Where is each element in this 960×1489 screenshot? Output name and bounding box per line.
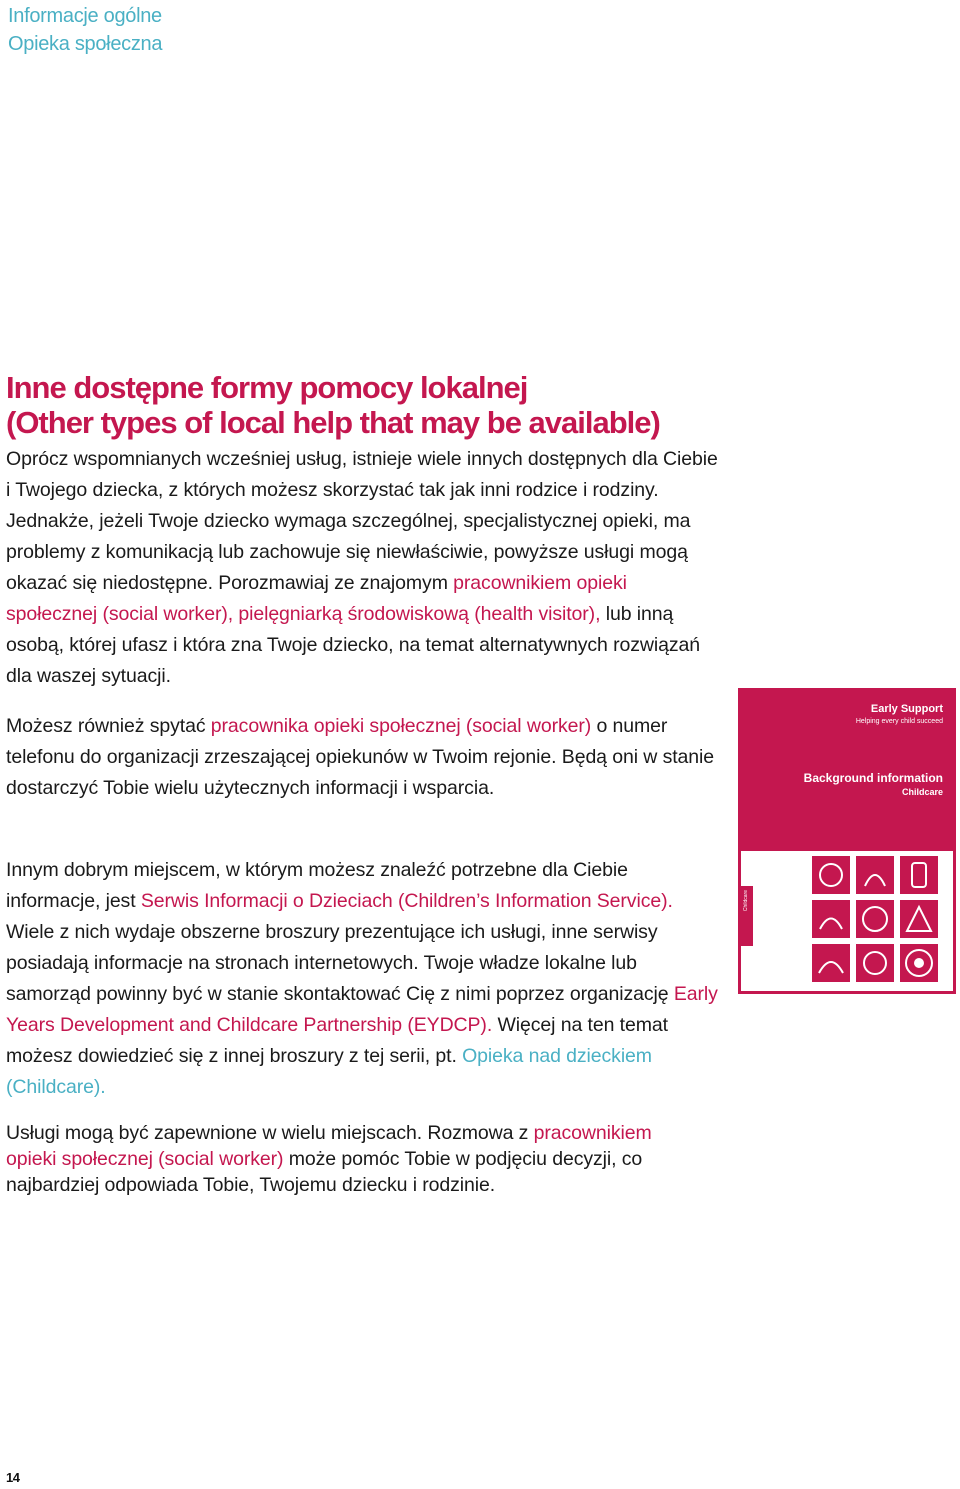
- highlight-social-worker: pracownikiem opieki społecznej (social worker): [6, 1122, 652, 1170]
- headline-polish: Inne dostępne formy pomocy lokalnej: [6, 370, 528, 405]
- cover-tab-label: Childcare: [743, 890, 749, 912]
- cover-tile: [856, 944, 894, 982]
- section-header-subtitle: Opieka społeczna: [8, 33, 163, 55]
- paragraph-information-service: [6, 855, 726, 1103]
- highlight-eydcp: Early Years Development and Childcare Partnership (EYDCP).: [6, 983, 718, 1036]
- cover-illustration: [809, 853, 956, 983]
- section-header-title: Informacje ogólne: [8, 5, 162, 27]
- cover-title: Background information: [803, 771, 943, 785]
- cover-tile: [812, 856, 850, 894]
- paragraph-service-locations: [6, 1120, 671, 1198]
- page-headline: [6, 370, 746, 440]
- cover-tile: [900, 856, 938, 894]
- highlight-social-worker: pracownika opieki społecznej (social worker): [210, 715, 592, 737]
- headline-english: (Other types of local help that may be available): [6, 405, 660, 440]
- text: Oprócz wspomnianych wcześniej usług, istnieje wiele innych dostępnych dla Ciebie i Twojego dziecka, z których możesz skorzystać tak jak inni rodzice i rodziny. Jednakże, jeżeli Twoje dziecko wymaga szczególnej, specjalistycznej opieki, ma problemy z komunikacją lub zachowuje się niewłaściwie, powyższe usługi mogą okazać się niedostępne. Porozmawiaj ze znajomym: [6, 448, 718, 594]
- flower-center-icon: [914, 958, 924, 968]
- text: Wiele z nich wydaje obszerne broszury prezentujące ich usługi, inne serwisy posiadają informacje na stronach internetowych. Twoje władze lokalne lub samorząd powinny być w stanie skontaktować Cię z nimi poprzez organizację: [6, 921, 674, 1005]
- paragraph-local-help: [6, 444, 721, 692]
- cover-tagline: Helping every child succeed: [855, 718, 943, 725]
- text: lub inną osobą, której ufasz i która zna Twoje dziecko, na temat alternatywnych rozwiązań dla waszej sytuacji.: [6, 603, 700, 687]
- text: Usługi mogą być zapewnione w wielu miejscach. Rozmowa z: [6, 1122, 534, 1144]
- cover-tile: [856, 900, 894, 938]
- text: Możesz również spytać: [6, 715, 211, 737]
- page-number: 14: [6, 1470, 20, 1485]
- text: może pomóc Tobie w podjęciu decyzji, co najbardziej odpowiada Tobie, Twojemu dziecku i rodzinie.: [6, 1148, 643, 1196]
- text: Więcej na ten temat możesz dowiedzieć się z innej broszury z tej serii, pt.: [6, 1014, 668, 1067]
- childcare-booklet-cover: [738, 688, 956, 994]
- highlight-childrens-information-service: Serwis Informacji o Dzieciach (Children’s Information Service).: [140, 890, 673, 912]
- cover-subtitle: Childcare: [901, 787, 943, 797]
- highlight-social-worker-health-visitor: pracownikiem opieki społecznej (social worker), pielęgniarką środowiskową (health visitor),: [6, 572, 627, 625]
- paragraph-carers-organisation: [6, 711, 721, 804]
- text: o numer telefonu do organizacji zrzeszającej opiekunów w Twoim rejonie. Będą oni w stanie dostarczyć Tobie wielu użytecznych informacji i wsparcia.: [6, 715, 715, 799]
- cover-brand: Early Support: [870, 703, 943, 715]
- cover-side-tab: [741, 886, 753, 946]
- section-header: [8, 2, 162, 58]
- text: Innym dobrym miejscem, w którym możesz znaleźć potrzebne dla Ciebie informacje, jest: [6, 859, 628, 912]
- highlight-childcare-booklet: Opieka nad dzieckiem (Childcare).: [6, 1045, 652, 1098]
